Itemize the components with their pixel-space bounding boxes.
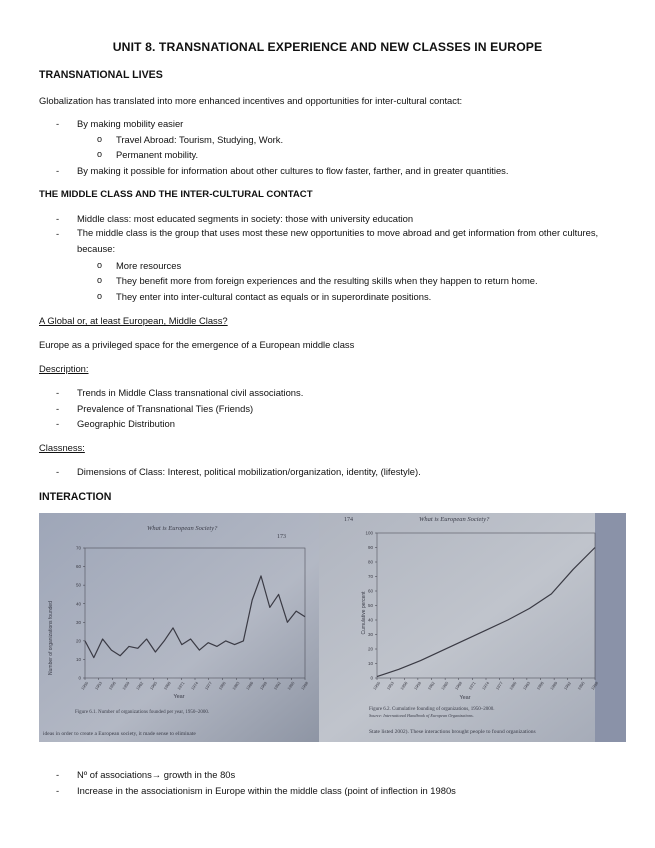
x-tick-label: 1986 (535, 680, 545, 691)
x-tick-label: 1998 (299, 680, 310, 691)
x-tick-label: 1950 (79, 680, 90, 691)
y-tick-label: 60 (367, 588, 373, 594)
figure-photo-left (39, 513, 319, 742)
sub-bullet-circle: o (97, 149, 103, 159)
y-tick-label: 80 (367, 559, 373, 565)
x-tick-label: 1974 (189, 680, 200, 691)
fig-right-ylabel: Cumulative percent (361, 591, 367, 635)
fig-left-ylabel: Number of organizations founded (48, 601, 54, 675)
y-tick-label: 30 (367, 632, 373, 638)
x-tick-label: 1983 (521, 680, 532, 691)
fig-left-xlabel: Year (173, 694, 185, 700)
x-tick-label: 1977 (203, 680, 213, 691)
heading-global-middle-class: A Global or, at least European, Middle Class? (39, 315, 228, 326)
x-tick-label: 1962 (134, 680, 145, 691)
x-tick-label: 1965 (148, 680, 158, 691)
x-tick-label: 1989 (549, 680, 559, 691)
fig-right-source: Source: International Handbook of European Organizations. (369, 713, 474, 718)
sub-list-item: More resources (116, 260, 182, 271)
fig-right-caption: Figure 6.2. Cumulative founding of organizations, 1950–2000. (369, 707, 495, 712)
figure-photo-right (319, 513, 626, 742)
heading-interaction: INTERACTION (39, 491, 112, 503)
x-tick-label: 1992 (562, 680, 572, 691)
adjacent-page-edge (595, 513, 626, 742)
x-tick-label: 1959 (412, 680, 423, 691)
x-tick-label: 1971 (176, 680, 186, 691)
list-item: Prevalence of Transnational Ties (Friends) (77, 403, 254, 414)
x-tick-label: 1998 (589, 680, 600, 691)
y-tick-label: 40 (367, 617, 373, 623)
bullet-dash: - (56, 118, 60, 129)
heading-transnational-lives: TRANSNATIONAL LIVES (39, 69, 163, 81)
x-tick-label: 1983 (231, 680, 241, 691)
list-item: Dimensions of Class: Interest, political mobilization/organization, identity, (lifestyle). (77, 466, 421, 477)
y-tick-label: 70 (367, 574, 373, 580)
y-tick-label: 90 (367, 545, 373, 551)
y-tick-label: 0 (78, 675, 81, 681)
fig-left-caption: Figure 6.1. Number of organizations founded per year, 1950–2000. (75, 710, 210, 715)
x-tick-label: 1959 (121, 680, 131, 691)
fig-left-header: What is European Society? (147, 525, 218, 532)
list-item: Trends in Middle Class transnational civil associations. (77, 387, 304, 398)
sub-bullet-circle: o (97, 134, 103, 144)
heading-description: Description: (39, 363, 89, 374)
x-tick-label: 1980 (508, 680, 518, 691)
page-title: UNIT 8. TRANSNATIONAL EXPERIENCE AND NEW CLASSES IN EUROPE (112, 40, 543, 54)
x-tick-label: 1980 (217, 680, 227, 691)
list-item: Geographic Distribution (77, 418, 175, 429)
fig-right-page-number: 174 (344, 517, 353, 523)
fig-right-body-text: State listed 2002). These interactions brought people to found organizations (369, 729, 536, 735)
figure-right-svg (319, 513, 626, 742)
bullet-dash: - (56, 466, 60, 477)
fig-left-body-text: ideas in order to create a European society, it made sense to eliminate (43, 731, 196, 737)
y-tick-label: 60 (75, 564, 81, 570)
transnational-intro: Globalization has translated into more enhanced incentives and opportunities for inter-cultural contact: (39, 95, 463, 106)
list-item: By making it possible for information about other cultures to flow faster, farther, and in greater quantities. (77, 165, 509, 176)
y-tick-label: 30 (75, 619, 81, 625)
list-item: By making mobility easier (77, 118, 184, 129)
x-tick-label: 1962 (426, 680, 436, 691)
figure-left-svg (39, 513, 319, 742)
bullet-dash: - (56, 403, 60, 414)
x-tick-label: 1995 (576, 680, 586, 691)
x-tick-label: 1986 (244, 680, 255, 691)
y-tick-label: 10 (367, 661, 373, 667)
heading-classness: Classness: (39, 442, 85, 453)
sub-list-item: They enter into inter-cultural contact as equals or in superordinate positions. (116, 291, 432, 302)
y-tick-label: 0 (370, 675, 373, 681)
y-tick-label: 100 (365, 530, 373, 536)
bullet-dash: - (56, 387, 60, 398)
y-tick-label: 50 (75, 582, 81, 588)
sub-list-item: They benefit more from foreign experiences and the resulting skills when they happen to return home. (116, 275, 538, 286)
x-tick-label: 1956 (399, 680, 409, 691)
list-item: The middle class is the group that uses most these new opportunities to move abroad and get information from other cultures, because: (77, 227, 599, 254)
heading-middle-class: THE MIDDLE CLASS AND THE INTER-CULTURAL CONTACT (39, 189, 313, 200)
y-tick-label: 20 (75, 638, 81, 644)
bullet-dash: - (56, 165, 60, 176)
bullet-dash: - (56, 228, 60, 239)
bullet-dash: - (56, 213, 60, 224)
y-tick-label: 70 (75, 545, 81, 551)
list-item: Increase in the associationism in Europe within the middle class (point of inflection in 1980s (77, 785, 456, 796)
x-tick-label: 1968 (162, 680, 172, 691)
x-tick-label: 1965 (440, 680, 450, 691)
list-item: Nº of associations→ growth in the 80s (77, 769, 236, 780)
y-tick-label: 20 (367, 646, 373, 652)
sub-bullet-circle: o (97, 275, 103, 285)
sub-bullet-circle: o (97, 260, 103, 270)
x-tick-label: 1950 (371, 680, 382, 691)
x-tick-label: 1971 (467, 680, 477, 691)
x-tick-label: 1953 (385, 680, 395, 691)
x-tick-label: 1995 (286, 680, 296, 691)
y-tick-label: 10 (75, 657, 81, 663)
x-tick-label: 1989 (258, 680, 268, 691)
x-tick-label: 1953 (93, 680, 103, 691)
x-tick-label: 1968 (453, 680, 463, 691)
fig-right-header: What is European Society? (419, 516, 490, 523)
sub-bullet-circle: o (97, 291, 103, 301)
y-tick-label: 50 (367, 603, 373, 609)
sub-list-item: Travel Abroad: Tourism, Studying, Work. (116, 134, 284, 145)
y-tick-label: 40 (75, 601, 81, 607)
x-tick-label: 1974 (480, 680, 491, 691)
global-class-text: Europe as a privileged space for the emergence of a European middle class (39, 339, 355, 350)
bullet-dash: - (56, 785, 60, 796)
sub-list-item: Permanent mobility. (116, 149, 199, 160)
x-tick-label: 1956 (107, 680, 117, 691)
x-tick-label: 1992 (272, 680, 282, 691)
fig-right-xlabel: Year (459, 695, 471, 701)
x-tick-label: 1977 (494, 680, 504, 691)
list-item: Middle class: most educated segments in society: those with university education (77, 213, 414, 224)
bullet-dash: - (56, 418, 60, 429)
bullet-dash: - (56, 769, 60, 780)
fig-left-page-number: 173 (277, 534, 286, 540)
